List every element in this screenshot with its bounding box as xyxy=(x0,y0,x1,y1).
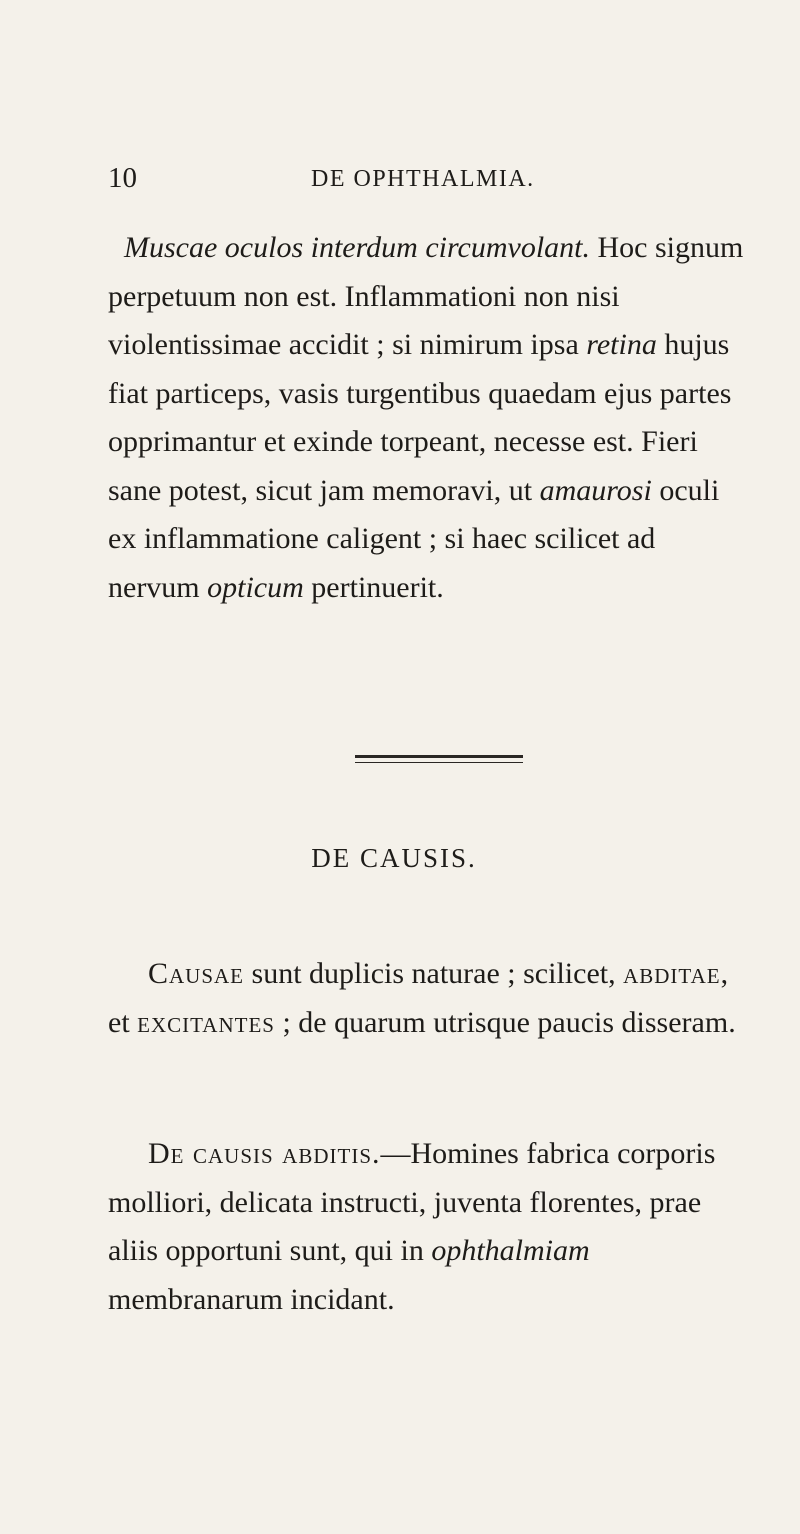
page-header xyxy=(108,162,728,202)
smallcaps-excitantes: excitantes xyxy=(137,1005,275,1039)
text-segment: membranarum incidant. xyxy=(108,1282,395,1316)
running-head: DE OPHTHALMIA. xyxy=(311,166,535,192)
page-number: 10 xyxy=(108,162,137,194)
section-divider xyxy=(355,755,523,763)
section-heading xyxy=(0,843,800,874)
divider-thick-line xyxy=(355,755,523,758)
text-segment: —Homines fabrica corporis molliori, delicata instructi, juventa florentes, prae aliis opportuni sunt, qui in xyxy=(108,1137,716,1267)
text-segment: oculi ex inflammatione caligent ; si haec scilicet ad nervum xyxy=(108,473,720,604)
text-segment: ; de quarum utrisque paucis disseram. xyxy=(274,1005,736,1039)
text-segment: sunt duplicis naturae ; scilicet, xyxy=(244,957,624,990)
italic-amaurosi: amaurosi xyxy=(539,473,652,507)
text-segment: pertinuerit. xyxy=(303,570,444,604)
smallcaps-abditae: abditae xyxy=(623,957,721,990)
text-segment: Hoc signum perpetuum non est. Inflammationi non nisi violentissimae accidit ; si nimirum ipsa xyxy=(108,231,744,361)
section-heading-text: DE CAUSIS. xyxy=(311,843,477,873)
italic-opticum: opticum xyxy=(207,570,304,604)
smallcaps-de-causis: De causis abditis. xyxy=(148,1137,381,1170)
text-segment: , et xyxy=(108,957,729,1039)
divider-thin-line xyxy=(355,762,523,763)
italic-ophthalmiam: ophthalmiam xyxy=(431,1234,590,1267)
paragraph-hidden-causes xyxy=(108,1130,753,1324)
paragraph-symptoms xyxy=(108,224,753,612)
italic-lead: Muscae oculos interdum circumvolant. xyxy=(124,231,591,264)
paragraph-causes xyxy=(108,950,753,1047)
smallcaps-causae: Causae xyxy=(148,957,245,990)
text-segment: hujus fiat particeps, vasis turgentibus quaedam ejus partes opprimantur et exinde torpeant, necesse est. Fieri sane potest, sicut jam memoravi, ut xyxy=(108,328,732,507)
italic-retina: retina xyxy=(586,328,657,361)
